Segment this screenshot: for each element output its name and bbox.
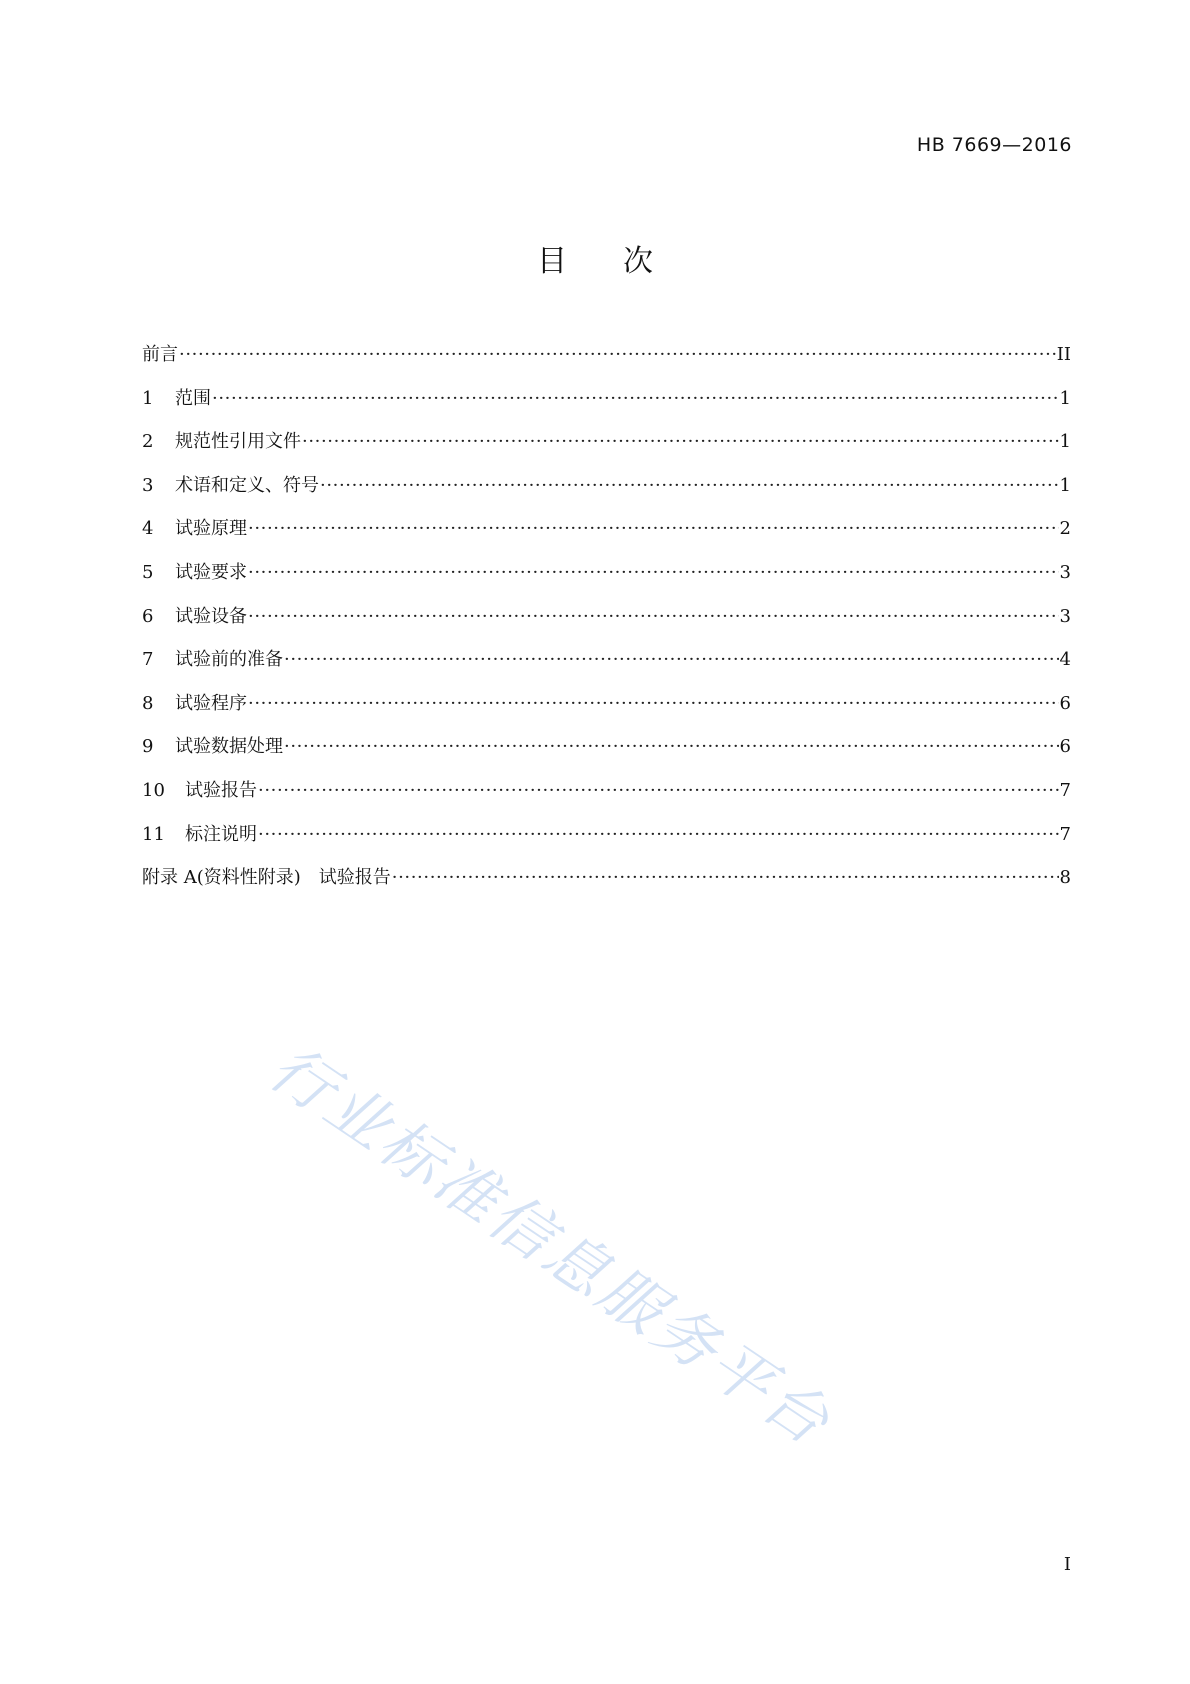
title-part-2: 次 [623, 244, 653, 279]
toc-item-text: 试验原理 [175, 518, 247, 540]
toc-leader-dots [248, 606, 1059, 627]
toc-item-text: 试验前的准备 [175, 649, 283, 671]
toc-item-5[interactable] [142, 558, 1071, 602]
toc-item-text: 试验要求 [175, 561, 247, 583]
toc-item-page: 2 [1059, 518, 1071, 540]
toc-item-page: 1 [1059, 431, 1071, 453]
toc-leader-dots [212, 388, 1059, 409]
document-code: HB 7669—2016 [916, 134, 1072, 156]
toc-item-text: 前言 [142, 344, 178, 365]
toc-item-page: 3 [1059, 605, 1071, 627]
table-of-contents [142, 340, 1071, 907]
toc-item-page: 4 [1059, 649, 1071, 671]
title-part-1: 目 [537, 244, 567, 279]
toc-leader-dots [179, 344, 1056, 365]
toc-item-11[interactable] [142, 820, 1071, 864]
toc-item-text: 范围 [175, 387, 211, 409]
toc-item-8[interactable] [142, 689, 1071, 733]
toc-item-text: 试验程序 [175, 692, 247, 714]
toc-item-page: 6 [1059, 736, 1071, 758]
page-title [0, 236, 1190, 280]
toc-leader-dots [258, 780, 1059, 801]
toc-item-number: 1 [142, 387, 154, 409]
toc-item-number: 10 [142, 779, 165, 801]
toc-item-2[interactable] [142, 427, 1071, 471]
watermark: 行业标准信息服务平台 [256, 1030, 845, 1461]
toc-item-4[interactable] [142, 514, 1071, 558]
toc-item-number: 3 [142, 474, 154, 496]
toc-item-number: 9 [142, 736, 154, 758]
toc-leader-dots [320, 475, 1059, 496]
page-number: I [1063, 1554, 1071, 1575]
toc-item-7[interactable] [142, 645, 1071, 689]
toc-item-number: 2 [142, 431, 154, 453]
toc-item-page: 1 [1059, 474, 1071, 496]
toc-item-number: 5 [142, 561, 154, 583]
toc-item-page: 7 [1059, 823, 1071, 845]
toc-item-foreword[interactable] [142, 340, 1071, 384]
toc-item-page: 6 [1059, 692, 1071, 714]
toc-item-number: 11 [142, 823, 165, 845]
toc-item-page: II [1056, 344, 1071, 365]
toc-item-page: 7 [1059, 779, 1071, 801]
toc-item-text: 附录 A(资料性附录) 试验报告 [142, 867, 391, 889]
toc-item-text: 试验数据处理 [175, 736, 283, 758]
toc-leader-dots [258, 824, 1059, 845]
toc-item-10[interactable] [142, 776, 1071, 820]
toc-item-number: 8 [142, 692, 154, 714]
toc-item-text: 标注说明 [185, 823, 257, 845]
toc-leader-dots [302, 431, 1059, 452]
toc-leader-dots [248, 562, 1059, 583]
toc-item-page: 8 [1059, 867, 1071, 889]
toc-item-appendix-a[interactable] [142, 863, 1071, 907]
toc-item-text: 试验设备 [175, 605, 247, 627]
toc-item-number: 7 [142, 649, 154, 671]
toc-item-page: 3 [1059, 561, 1071, 583]
toc-item-text: 规范性引用文件 [175, 431, 301, 453]
toc-item-1[interactable] [142, 384, 1071, 428]
toc-leader-dots [284, 736, 1059, 757]
toc-leader-dots [248, 518, 1059, 539]
toc-item-9[interactable] [142, 732, 1071, 776]
toc-item-3[interactable] [142, 471, 1071, 515]
toc-leader-dots [392, 867, 1059, 888]
toc-item-text: 试验报告 [185, 779, 257, 801]
toc-item-text: 术语和定义、符号 [175, 474, 319, 496]
toc-item-number: 6 [142, 605, 154, 627]
toc-leader-dots [248, 693, 1059, 714]
toc-item-number: 4 [142, 518, 154, 540]
toc-item-6[interactable] [142, 602, 1071, 646]
toc-item-page: 1 [1059, 387, 1071, 409]
toc-leader-dots [284, 649, 1059, 670]
